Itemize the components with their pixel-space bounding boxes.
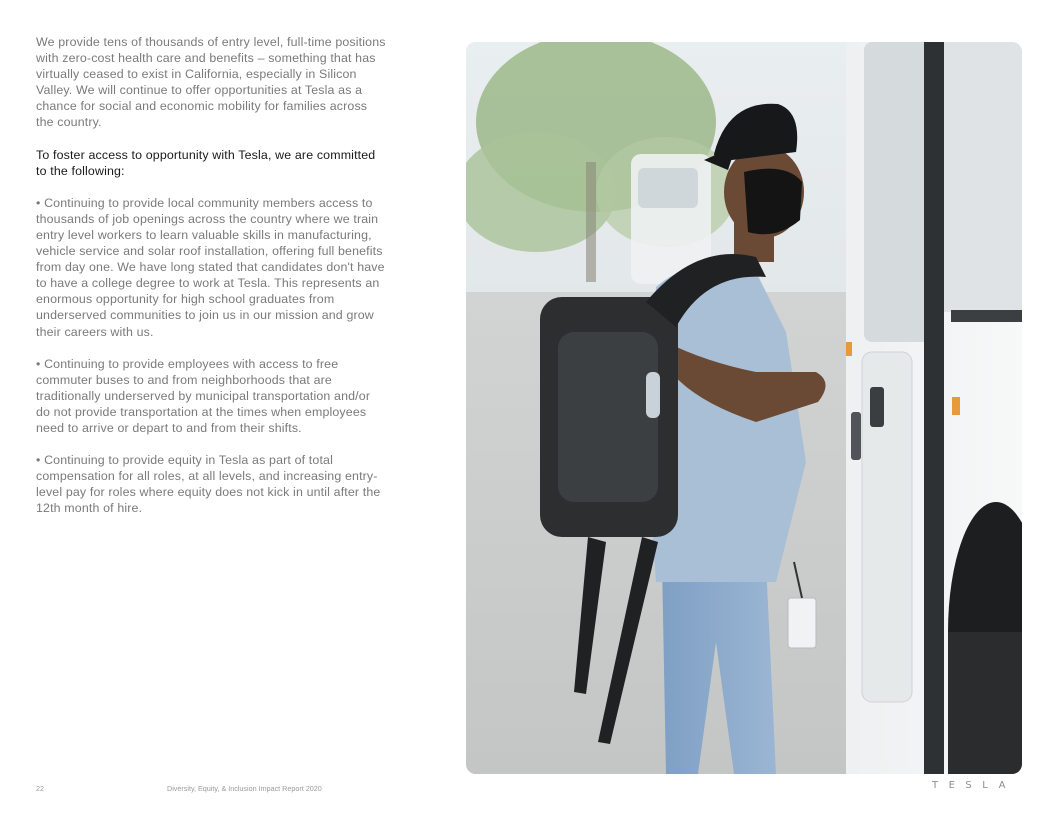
bullet-commuter-buses: • Continuing to provide employees with access to free commuter buses to and from neighborhoods that are traditionally underserved by municipal transportation and/or do not provide transportation at the times when employees need to arrive or depart to and from their shifts. [36, 356, 374, 435]
bullet-job-openings: • Continuing to provide local community members access to thousands of job openings across the country where we train entry level workers to learn valuable skills in manufacturing, vehicle service and solar roof installation, offering full benefits from day one. We have long stated that candidates don't have to have a college degree to work at Tesla. This represents an enormous opportunity for high school graduates from underserved communities to join us in our mission and grow their careers with us. [36, 195, 389, 339]
page-number: 22 [36, 784, 44, 793]
bullet-equity: • Continuing to provide equity in Tesla as part of total compensation for all roles, at all levels, and increasing entry-level pay for roles where equity does not kick in until after the 12th month of hire. [36, 453, 385, 516]
commitment-lead: To foster access to opportunity with Tesla, we are committed to the following: [36, 147, 376, 178]
intro-paragraph: We provide tens of thousands of entry level, full-time positions with zero-cost health care and benefits – something that has virtually ceased to exist in California, especially in Silicon Valley. We will continue to offer opportunities at Tesla as a chance for social and economic mobility for families across the country. [36, 35, 386, 130]
tesla-wordmark: TESLA [932, 780, 1016, 791]
body-text-column [36, 34, 389, 532]
person-boarding-bus-photo [466, 42, 1022, 774]
report-title: Diversity, Equity, & Inclusion Impact Report 2020 [167, 784, 322, 793]
